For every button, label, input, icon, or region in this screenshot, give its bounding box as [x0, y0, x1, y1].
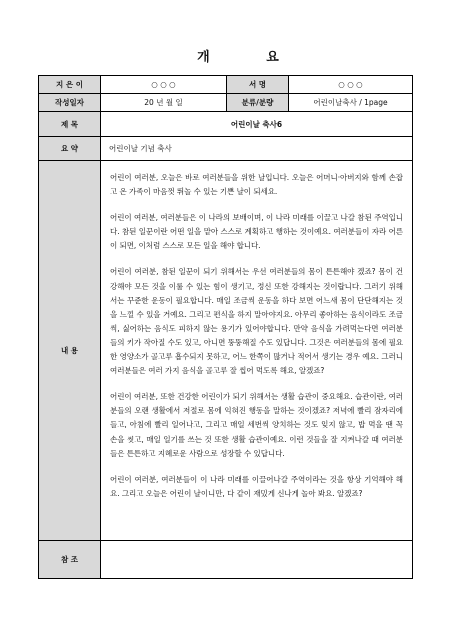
content-paragraph: 어린이 여러분, 참된 일꾼이 되기 위해서는 우선 여러분들의 몸이 튼튼해야 겠죠? 몸이 건강해야 모든 것을 이룰 수 있는 힘이 생기고, 정신 또한 강해지는 것이랍니다. 그러기 위해서는 꾸준한 운동이 필요합니다. 매일 조금씩 운동을 하다 보면 어느새 몸이 단단해지는 것을 느낄 수 있을 거예요. 그리고 편식을 하지 말아야지요. 아무리 좋아하는 음식이라도 조금씩, 싫어하는 음식도 피하지 않는 용기가 있어야합니다. 만약 음식을 가려먹는다면 여러분들의 키가 작아질 수도 있고, 아니면 뚱뚱해질 수도 있답니다. 그것은 여러분들의 몸에 필요한 영양소가 골고루 흡수되지 못하고, 어느 한쪽이 많거나 적어서 생기는 경우 예요. 그러니 여러분들은 여러 가지 음식을 골고루 잘 씹어 먹도록 해요, 알겠죠?	[110, 267, 403, 376]
reference-row	[39, 541, 413, 579]
date-row	[39, 94, 413, 112]
content-paragraph: 어린이 여러분, 오늘은 바로 여러분들을 위한 날입니다. 오늘은 어머니·아버지와 함께 손잡고 온 가족이 마음껏 뛰놀 수 있는 기쁜 날이 되세요.	[110, 173, 403, 197]
category-label: 분류/분량	[227, 94, 289, 112]
content-body	[101, 161, 413, 541]
reference-value	[101, 541, 413, 579]
content-paragraph: 어린이 여러분, 여러분들이 이 나라 미래를 이끌어나갈 주역이라는 것을 항상 기억해야 해요. 그리고 오늘은 어린이 날이니만, 다 같이 재밌게 신나게 놀아 봐요. 알겠죠?	[110, 474, 403, 498]
author-value: ○ ○ ○	[101, 76, 227, 94]
reference-label: 참 조	[39, 541, 101, 579]
date-value: 20 년 월 일	[101, 94, 227, 112]
summary-value: 어린이날 기념 축사	[101, 137, 413, 161]
content-label: 내 용	[39, 161, 101, 541]
subject-row	[39, 112, 413, 137]
subject-label: 제 목	[39, 112, 101, 137]
content-row	[39, 161, 413, 541]
reader-label: 서 명	[227, 76, 289, 94]
content-paragraph: 어린이 여러분, 여러분들은 이 나라의 보배이며, 이 나라 미래를 이끌고 나갈 참된 주역입니다. 참된 일꾼이란 어떤 일을 맡아 스스로 계획하고 행하는 것이예요. 여러분들이 자라 어른이 되면, 이처럼 스스로 모든 일을 해야 합니다.	[110, 213, 403, 251]
author-label: 지 은 이	[39, 76, 101, 94]
category-value: 어린이날축사 / 1page	[289, 94, 413, 112]
summary-label: 요 약	[39, 137, 101, 161]
document-title: 개 요	[197, 50, 305, 65]
summary-row	[39, 137, 413, 161]
date-label: 작성일자	[39, 94, 101, 112]
content-paragraph: 어린이 여러분, 또한 건강한 어린이가 되기 위해서는 생활 습관이 중요해요. 습관이란, 여러분들의 오랜 생활에서 저절로 몸에 익혀진 행동을 말하는 것이겠죠? 저녁에 빨리 잠자리에 들고, 아침에 빨리 일어나고, 그리고 매일 세번씩 양치하는 것도 잊지 않고, 밥 먹을 땐 꼭 손을 씻고, 매일 일기를 쓰는 것 또한 생활 습관이예요. 이런 것들을 잘 지켜나갈 때 여러분들은 튼튼하고 지혜로운 사람으로 성장할 수 있답니다.	[110, 392, 403, 458]
author-row	[39, 76, 413, 94]
reader-value: ○ ○ ○	[289, 76, 413, 94]
subject-value: 어린이날 축사6	[101, 112, 413, 137]
summary-form-table	[38, 75, 413, 579]
